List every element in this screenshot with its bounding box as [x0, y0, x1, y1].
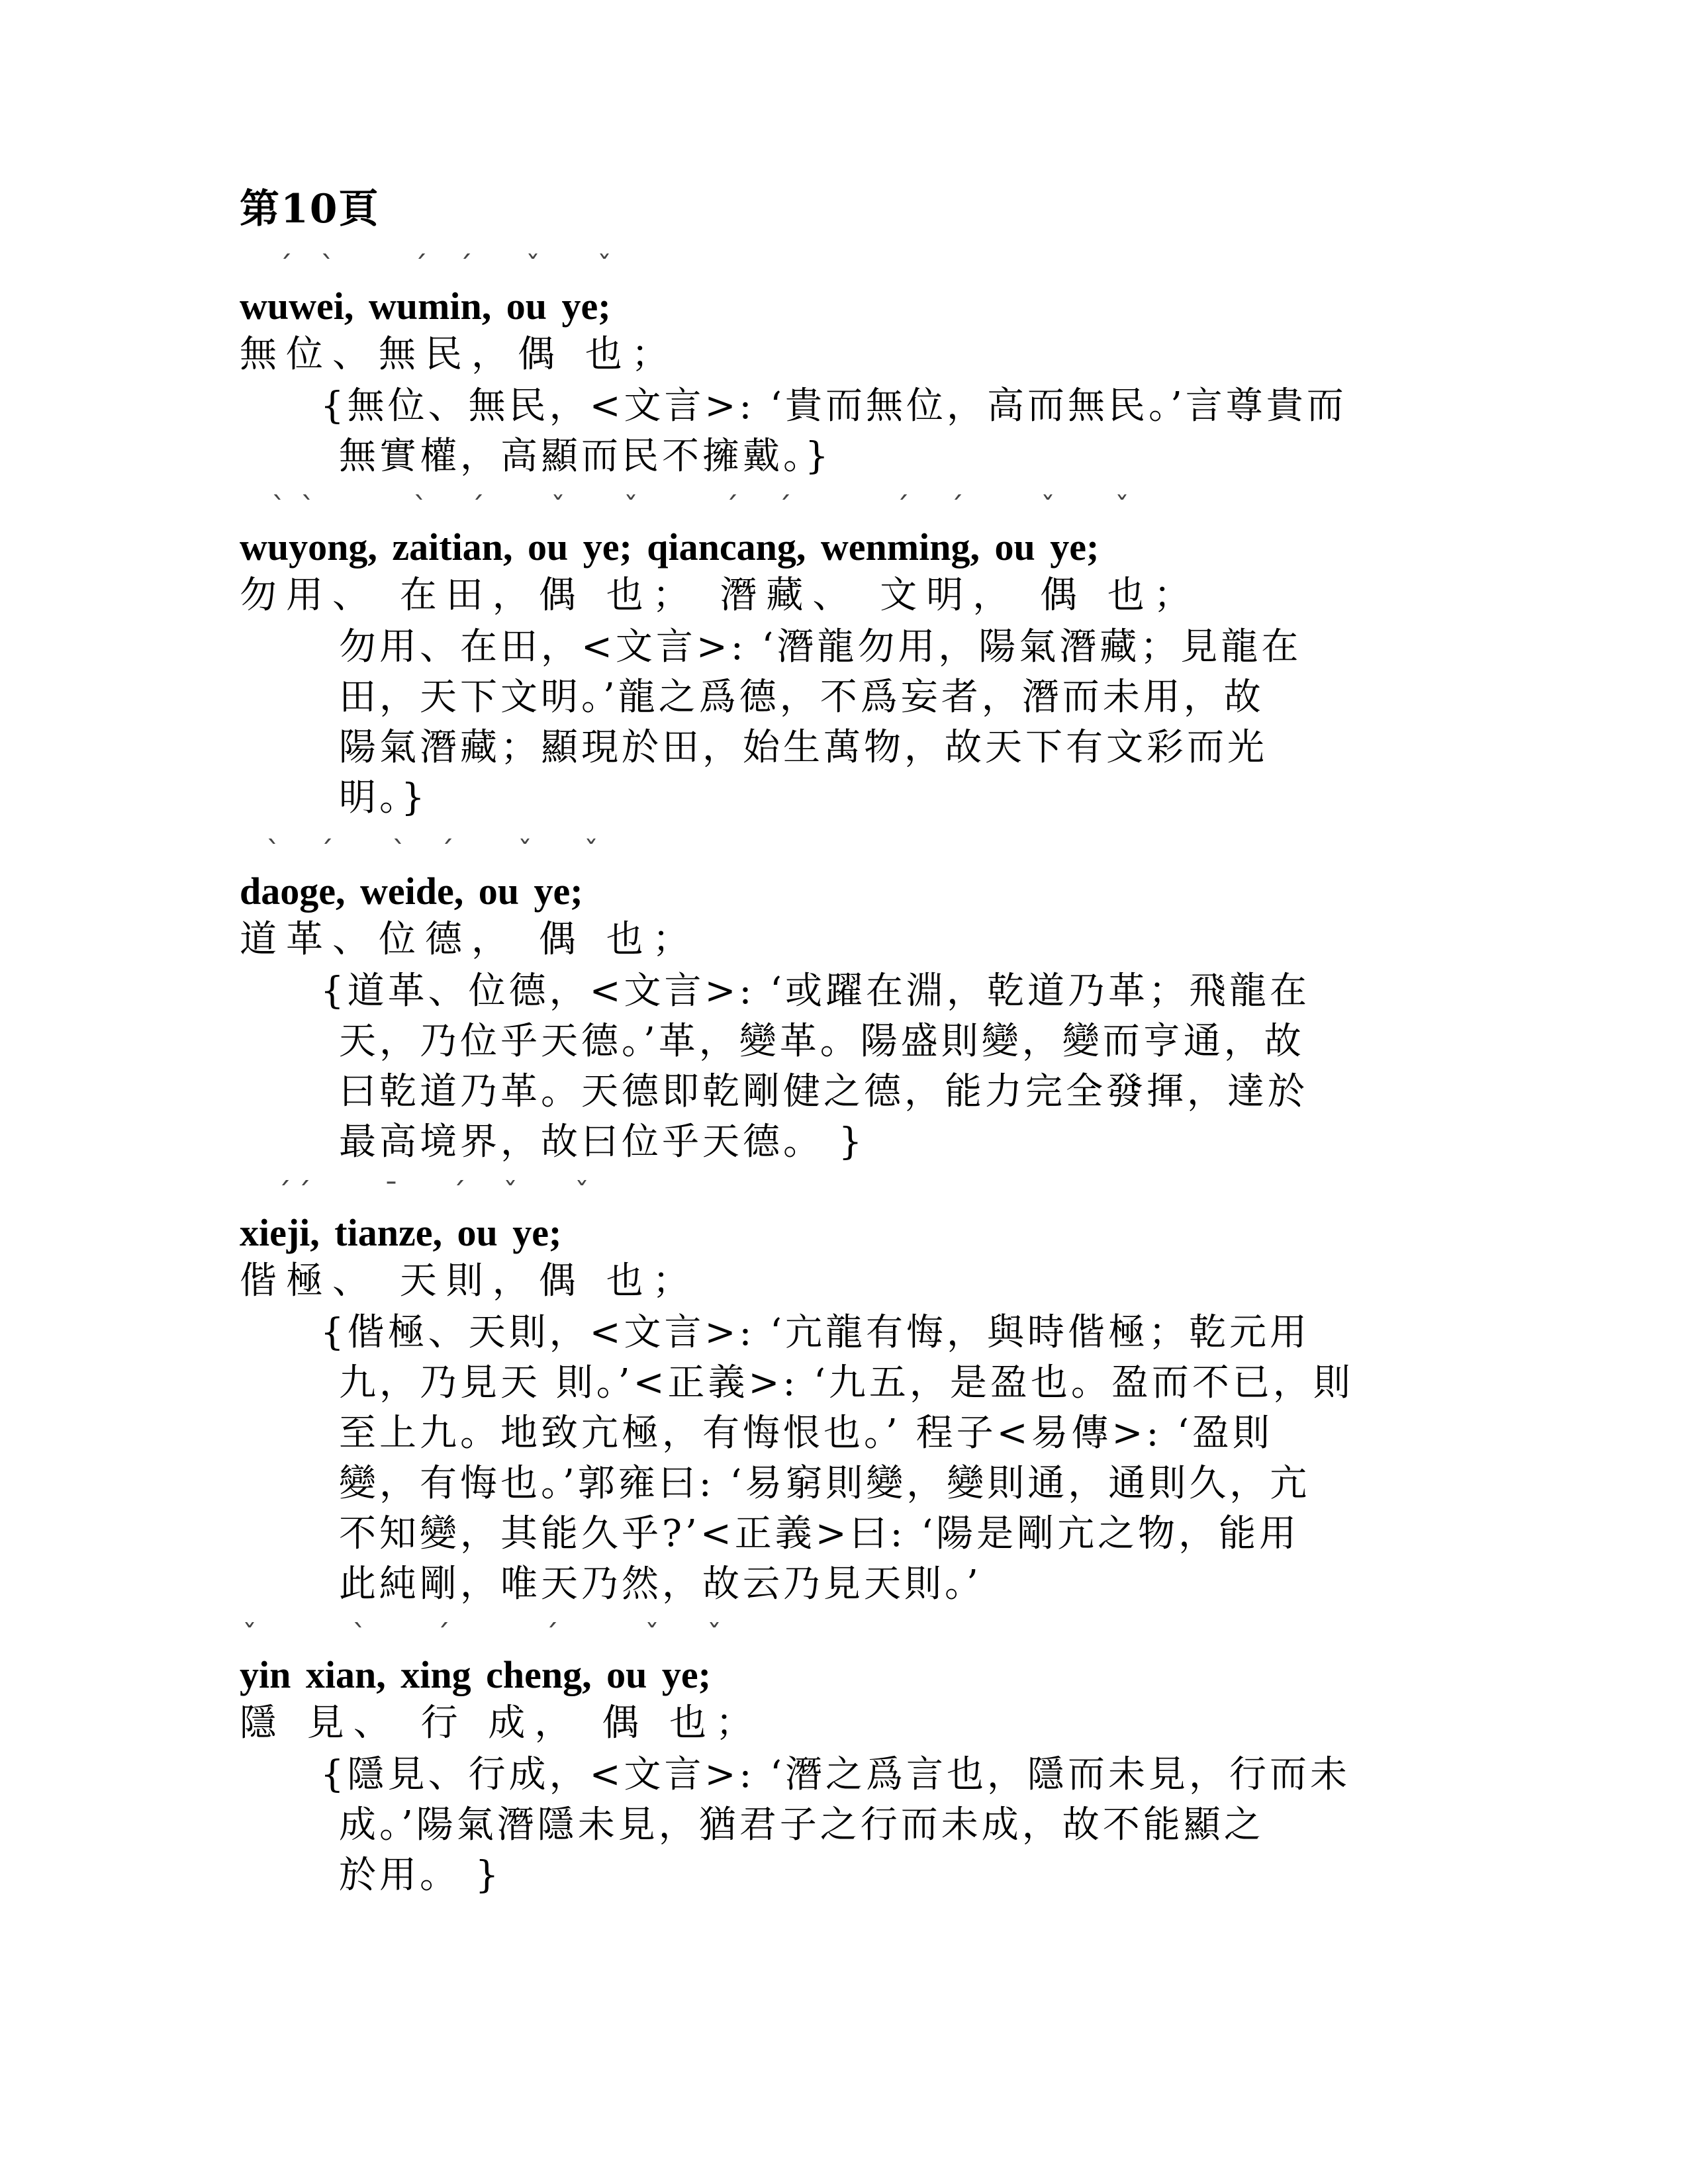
hanzi-line: 偕極、 天則，偶 也； — [240, 1259, 699, 1302]
tone-marks: ˋ ˊ ˋ ˊ ˇ ˇ — [266, 835, 598, 869]
annotation-line: 明。} — [339, 776, 428, 819]
annotation — [320, 1308, 1497, 1610]
entry-xieji — [240, 1177, 1497, 1610]
pinyin-line: wuyong, zaitian, ou ye; qiancang, wenming, ou ye; — [240, 525, 1100, 569]
annotation-line: 成。’陽氣潛隱未見，猶君子之行而未成，故不能顯之 — [339, 1803, 1264, 1846]
annotation-line: 最高境界，故曰位乎天德。 } — [339, 1120, 866, 1163]
tone-marks: ˊ ˋ ˊ ˊ ˇ ˇ — [278, 250, 612, 284]
pinyin-line: xieji, tianze, ou ye; — [240, 1211, 562, 1254]
annotation-line: 天，乃位乎天德。’革，變革。陽盛則變，變而亨通，故 — [339, 1020, 1305, 1063]
annotation-line: 於用。 } — [339, 1854, 502, 1897]
annotation-line: {無位、無民，<文言>: ‘貴而無位，高而無民。’言尊貴而 — [320, 385, 1347, 428]
annotation-line: {偕極、天則，<文言>: ‘亢龍有悔，與時偕極；乾元用 — [320, 1311, 1310, 1354]
pinyin-line: wuwei, wumin, ou ye; — [240, 285, 611, 328]
annotation-line: 不知變，其能久乎?’<正義>曰: ‘陽是剛亢之物，能用 — [339, 1512, 1300, 1555]
entry-daoge — [240, 835, 1497, 1167]
pinyin-line: daoge, weide, ou ye; — [240, 870, 583, 913]
hanzi-line: 勿用、 在田，偶 也； 潛藏、 文明， 偶 也； — [240, 574, 1200, 617]
tone-marks: ˇ ˋ ˊ ˊ ˇ ˇ — [242, 1619, 722, 1653]
annotation-line: 此純剛，唯天乃然，故云乃見天則。’ — [339, 1563, 982, 1606]
annotation-line: 勿用、在田，<文言>: ‘潛龍勿用，陽氣潛藏；見龍在 — [339, 625, 1302, 668]
annotation-line: {隱見、行成，<文言>: ‘潛之爲言也，隱而未見，行而未 — [320, 1753, 1350, 1796]
annotation-line: 至上九。地致亢極，有悔恨也。’ 程子<易傳>: ‘盈則 — [339, 1412, 1273, 1455]
annotation-line: 九，乃見天 則。’<正義>: ‘九五，是盈也。盈而不已，則 — [339, 1361, 1354, 1404]
annotation — [320, 622, 1497, 823]
annotation-line: 無實權，高顯而民不擁戴。} — [339, 435, 832, 478]
hanzi-line: 隱 見、 行 成， 偶 也； — [240, 1702, 763, 1745]
entry-wuyong — [240, 491, 1497, 823]
entry-yinxian — [240, 1619, 1497, 1901]
annotation-line: 陽氣潛藏；顯現於田，始生萬物，故天下有文彩而光 — [339, 726, 1268, 769]
entry-wuwei — [240, 250, 1497, 482]
annotation-line: 變，有悔也。’郭雍曰: ‘易窮則變，變則通，通則久，亢 — [339, 1462, 1311, 1505]
hanzi-line: 道革、位德， 偶 也； — [240, 918, 699, 961]
annotation-line: {道革、位德，<文言>: ‘或躍在淵，乾道乃革；飛龍在 — [320, 970, 1310, 1013]
tone-marks: ˋ ˋ ˋ ˊ ˇ ˇ ˊ ˊ ˊ ˊ ˇ ˇ — [271, 491, 1129, 525]
annotation-line: 曰乾道乃革。天德即乾剛健之德，能力完全發揮，達於 — [339, 1070, 1308, 1113]
annotation — [320, 381, 1497, 482]
annotation — [320, 1750, 1497, 1901]
pinyin-line: yin xian, xing cheng, ou ye; — [240, 1653, 711, 1696]
page-title: 第10頁 — [240, 186, 380, 232]
hanzi-line: 無位、無民，偶 也； — [240, 333, 678, 376]
annotation — [320, 966, 1497, 1167]
tone-marks: ˊ ˊ ˉ ˊ ˇ ˇ — [277, 1177, 589, 1210]
annotation-line: 田，天下文明。’龍之爲德，不爲妄者，潛而未用，故 — [339, 676, 1264, 719]
